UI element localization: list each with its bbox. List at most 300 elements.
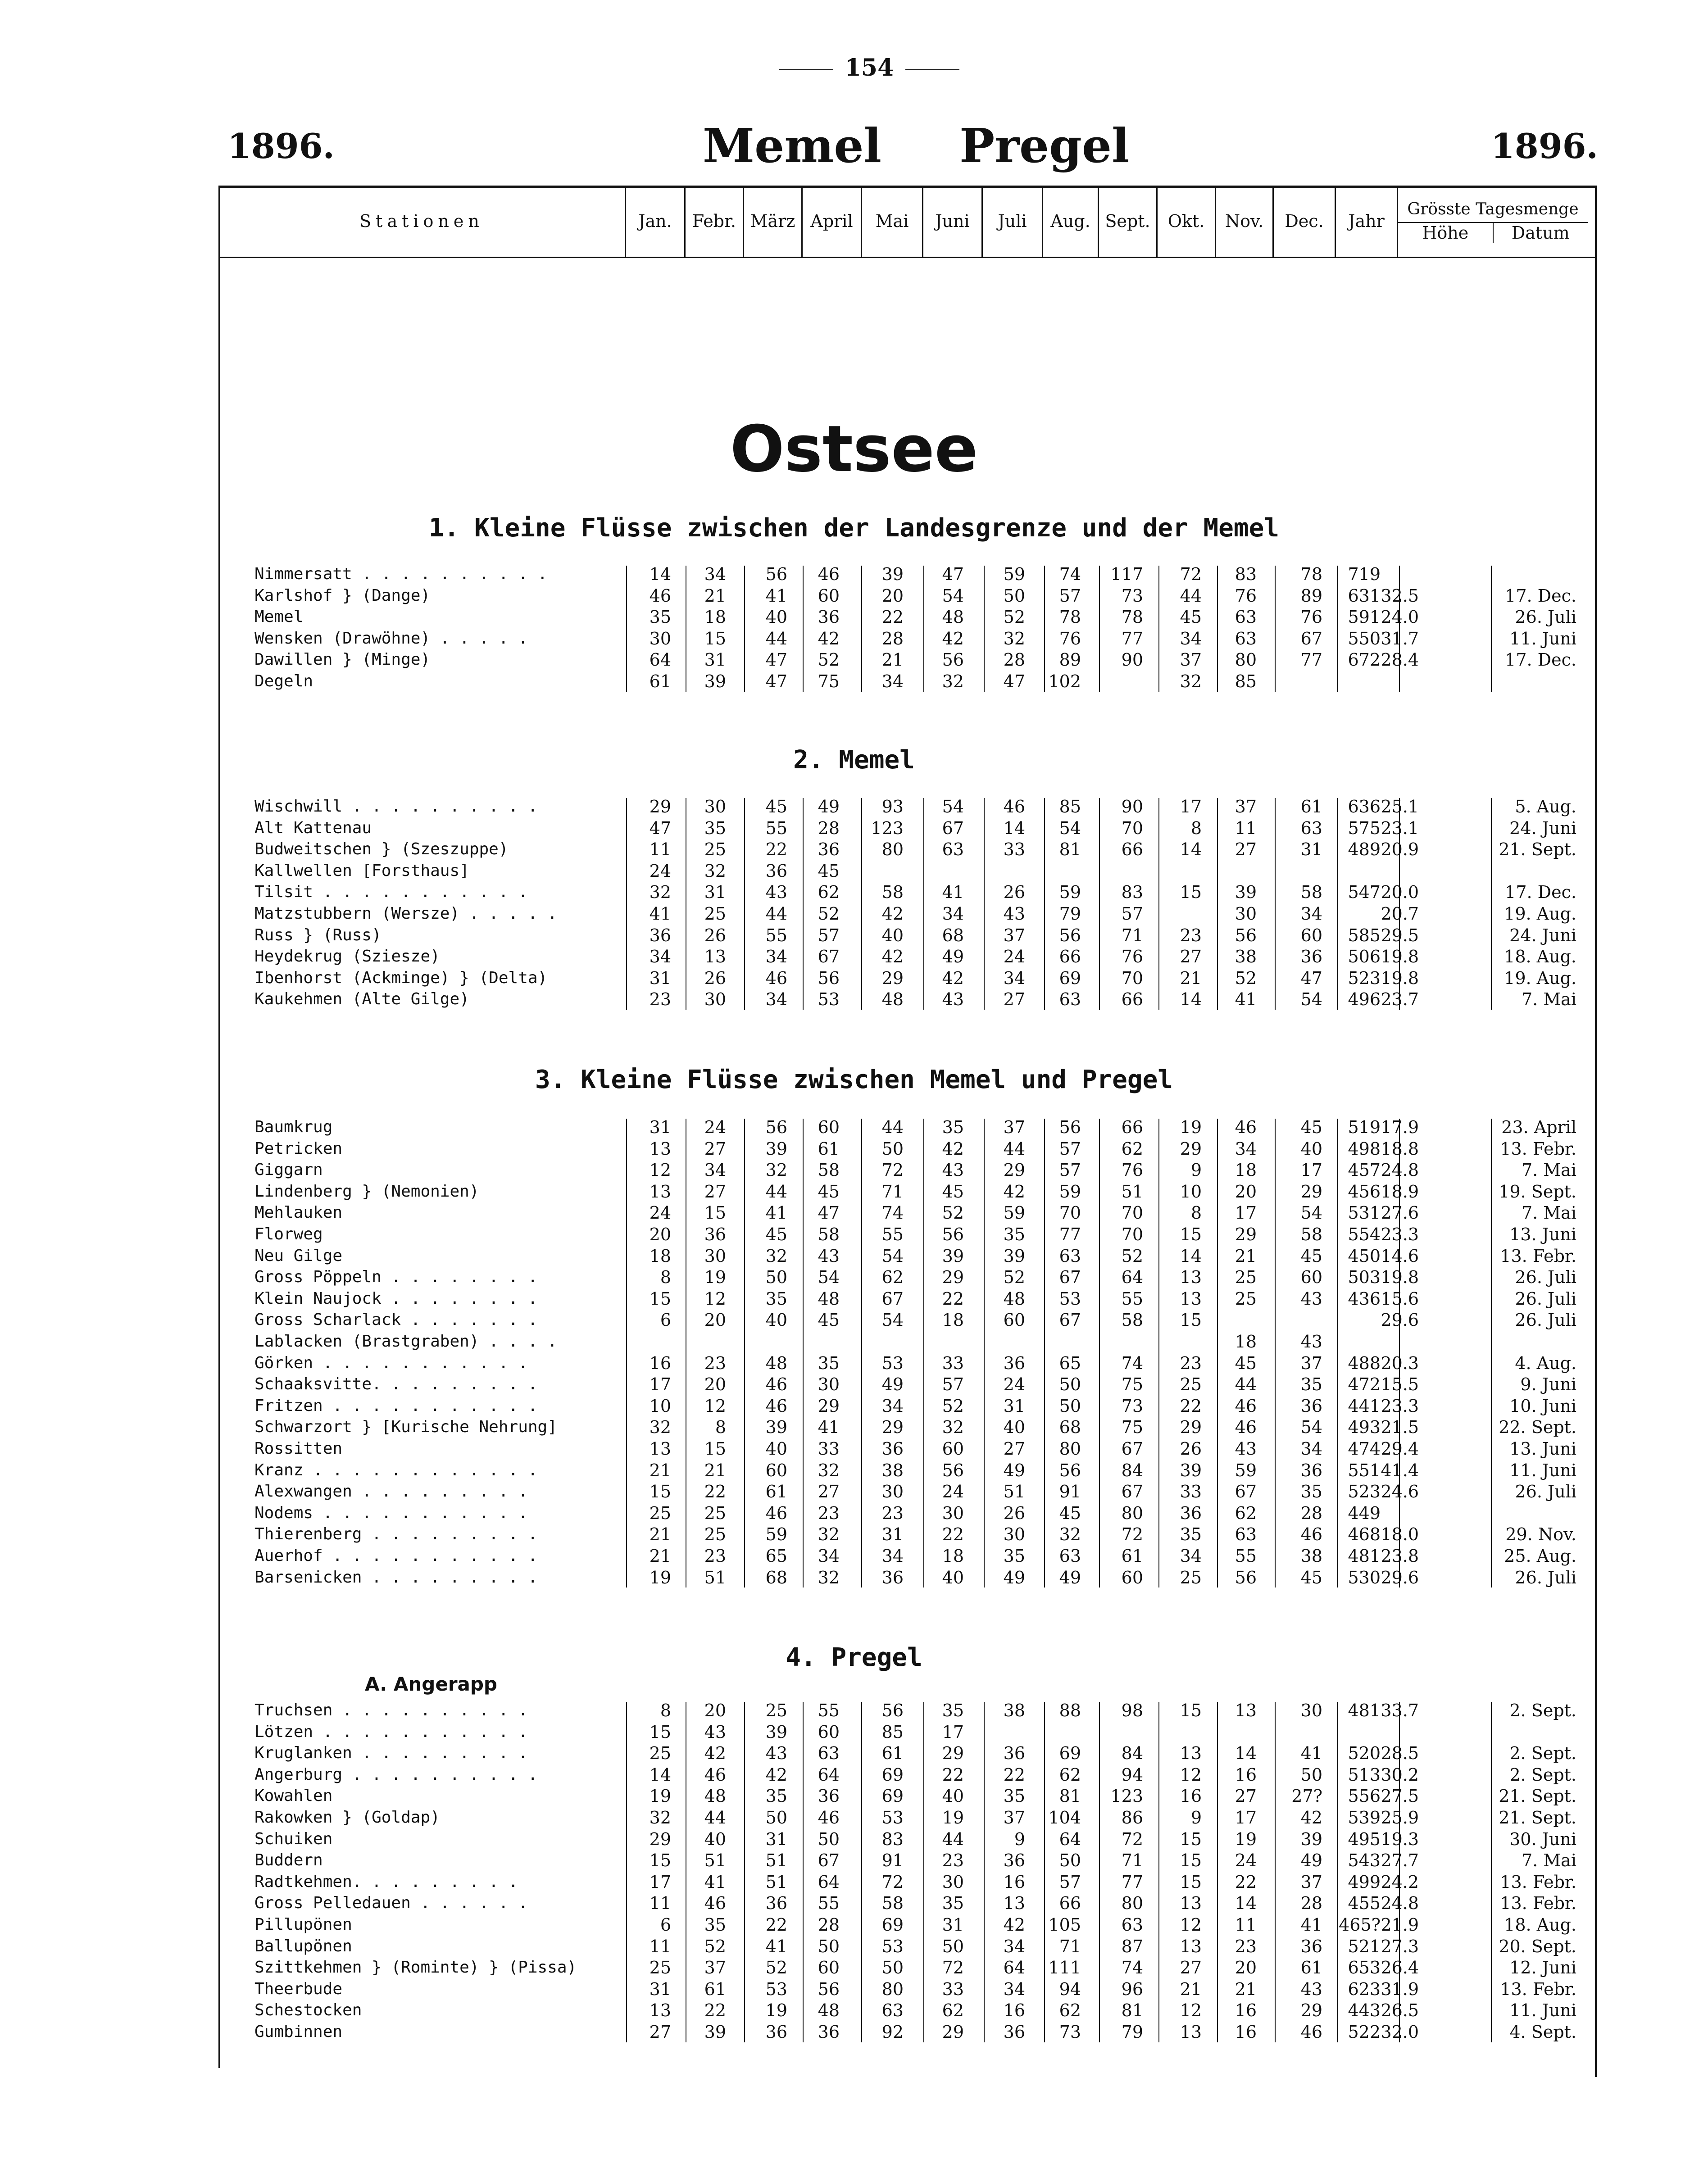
station-name: Baumkrug xyxy=(254,1118,333,1136)
year-total-cell: 636 xyxy=(1348,797,1381,816)
table-row xyxy=(0,649,1708,670)
year-total-cell: 672 xyxy=(1348,650,1381,670)
month-value-cell: 34 xyxy=(649,947,671,967)
month-value-cell: 57 xyxy=(818,925,840,945)
month-value-cell: 26 xyxy=(704,925,726,945)
month-value-cell: 29 xyxy=(881,1417,904,1438)
header-height: Höhe xyxy=(1398,223,1494,243)
month-value-cell: 67 xyxy=(881,1288,904,1309)
table-row xyxy=(0,1524,1708,1545)
month-value-cell: 56 xyxy=(1235,925,1257,945)
max-date-cell: 18. Aug. xyxy=(1504,947,1576,967)
month-value-cell: 91 xyxy=(881,1851,904,1871)
month-value-cell: 33 xyxy=(1180,1482,1202,1502)
month-value-cell: 30 xyxy=(818,1374,840,1395)
table-row xyxy=(0,796,1708,817)
month-value-cell: 31 xyxy=(649,1979,671,1999)
month-value-cell: 58 xyxy=(881,882,904,903)
month-value-cell: 66 xyxy=(1059,947,1081,967)
month-value-cell: 47 xyxy=(818,1203,840,1223)
month-value-cell: 43 xyxy=(704,1722,726,1742)
year-total-cell: 457 xyxy=(1348,1160,1381,1180)
month-value-cell: 29 xyxy=(942,1743,964,1764)
month-value-cell: 61 xyxy=(1121,1546,1143,1566)
month-value-cell: 79 xyxy=(1059,904,1081,924)
month-value-cell: 34 xyxy=(881,1546,904,1566)
month-value-cell: 20 xyxy=(704,1701,726,1720)
month-value-cell: 23 xyxy=(704,1546,726,1566)
month-value-cell: 56 xyxy=(765,564,787,584)
month-value-cell: 36 xyxy=(1003,1353,1025,1373)
month-value-cell: 36 xyxy=(704,1225,726,1244)
table-row xyxy=(0,1374,1708,1395)
month-value-cell: 22 xyxy=(704,2000,726,2021)
max-date-cell: 13. Febr. xyxy=(1500,1246,1576,1266)
month-value-cell: 64 xyxy=(1121,1267,1143,1288)
month-value-cell: 11 xyxy=(649,1893,671,1914)
month-value-cell: 60 xyxy=(942,1439,964,1459)
month-value-cell: 38 xyxy=(881,1460,904,1480)
table-row xyxy=(0,968,1708,989)
month-value-cell: 26 xyxy=(1180,1439,1202,1459)
month-value-cell: 15 xyxy=(1180,1310,1202,1330)
year-total-cell: 522 xyxy=(1348,2022,1381,2042)
month-value-cell: 61 xyxy=(765,1482,787,1502)
month-value-cell: 65 xyxy=(765,1546,787,1566)
station-name: Neu Gilge xyxy=(254,1246,343,1265)
month-value-cell: 27 xyxy=(818,1482,840,1502)
month-value-cell: 17 xyxy=(942,1722,964,1742)
month-value-cell: 22 xyxy=(765,1915,787,1935)
month-value-cell: 80 xyxy=(1059,1439,1081,1459)
month-value-cell: 57 xyxy=(1059,1138,1081,1159)
station-name: Theerbude xyxy=(254,1979,343,1998)
station-name: Schwarzort } [Kurische Nehrung] xyxy=(254,1418,557,1437)
month-value-cell: 44 xyxy=(765,628,787,649)
header-aug: Aug. xyxy=(1043,186,1099,257)
month-value-cell: 34 xyxy=(881,671,904,691)
month-value-cell: 19 xyxy=(1180,1117,1202,1137)
month-value-cell: 94 xyxy=(1059,1979,1081,1999)
max-height-cell: 19.8 xyxy=(1381,947,1419,967)
month-value-cell: 20 xyxy=(881,585,904,606)
month-value-cell: 30 xyxy=(1235,904,1257,924)
month-value-cell: 46 xyxy=(1003,797,1025,816)
month-value-cell: 53 xyxy=(881,1936,904,1956)
header-jun: Juni xyxy=(923,186,983,257)
month-value-cell: 56 xyxy=(1059,1117,1081,1137)
max-date-cell: 4. Sept. xyxy=(1509,2022,1576,2042)
month-value-cell: 81 xyxy=(1059,1786,1081,1806)
month-value-cell: 60 xyxy=(818,1722,840,1742)
month-value-cell: 89 xyxy=(1300,585,1322,606)
month-value-cell: 16 xyxy=(1235,2000,1257,2021)
month-value-cell: 15 xyxy=(704,1439,726,1459)
month-value-cell: 53 xyxy=(881,1808,904,1828)
month-value-cell: 72 xyxy=(1121,1524,1143,1545)
month-value-cell: 51 xyxy=(704,1851,726,1871)
max-height-cell: 41.4 xyxy=(1381,1460,1419,1480)
month-value-cell: 34 xyxy=(1300,1439,1322,1459)
table-row xyxy=(0,1872,1708,1892)
month-value-cell: 61 xyxy=(881,1743,904,1764)
month-value-cell: 75 xyxy=(1121,1417,1143,1438)
month-value-cell: 39 xyxy=(704,2022,726,2042)
year-total-cell: 498 xyxy=(1348,1138,1381,1159)
max-date-cell: 21. Sept. xyxy=(1499,839,1576,860)
max-height-cell: 29.5 xyxy=(1381,925,1419,945)
month-value-cell: 38 xyxy=(1300,1546,1322,1566)
max-date-cell: 11. Juni xyxy=(1509,628,1576,649)
station-name: Truchsen . . . . . . . . . . xyxy=(254,1701,528,1719)
month-value-cell: 52 xyxy=(765,1958,787,1978)
month-value-cell: 15 xyxy=(704,1203,726,1223)
month-value-cell: 62 xyxy=(1121,1138,1143,1159)
month-value-cell: 42 xyxy=(942,628,964,649)
month-value-cell: 39 xyxy=(765,1722,787,1742)
year-total-cell: 554 xyxy=(1348,1225,1381,1244)
station-name: Mehlauken xyxy=(254,1203,343,1222)
month-value-cell: 41 xyxy=(649,904,671,924)
month-value-cell: 46 xyxy=(765,1396,787,1416)
month-value-cell: 30 xyxy=(704,797,726,816)
station-name: Radtkehmen. . . . . . . . . xyxy=(254,1872,518,1891)
station-name: Nimmersatt . . . . . . . . . . xyxy=(254,565,548,583)
max-height-cell: 21.5 xyxy=(1381,1417,1419,1438)
year-total-cell: 496 xyxy=(1348,989,1381,1010)
month-value-cell: 48 xyxy=(704,1786,726,1806)
month-value-cell: 31 xyxy=(1300,839,1322,860)
month-value-cell: 65 xyxy=(1059,1353,1081,1373)
year-total-cell: 499 xyxy=(1348,1872,1381,1892)
month-value-cell: 45 xyxy=(818,1181,840,1202)
month-value-cell: 52 xyxy=(942,1396,964,1416)
month-value-cell: 45 xyxy=(818,861,840,881)
month-value-cell: 58 xyxy=(881,1893,904,1914)
month-value-cell: 41 xyxy=(1300,1915,1322,1935)
month-value-cell: 15 xyxy=(649,1482,671,1502)
station-name: Gross Pelledauen . . . . . . xyxy=(254,1894,528,1913)
month-value-cell: 14 xyxy=(649,564,671,584)
month-value-cell: 10 xyxy=(649,1396,671,1416)
month-value-cell: 31 xyxy=(765,1829,787,1849)
month-value-cell: 16 xyxy=(1003,1872,1025,1892)
max-height-cell: 19.3 xyxy=(1381,1829,1419,1849)
month-value-cell: 24 xyxy=(704,1117,726,1137)
station-name: Ibenhorst (Ackminge) } (Delta) xyxy=(254,968,548,987)
month-value-cell: 51 xyxy=(765,1851,787,1871)
month-value-cell: 88 xyxy=(1059,1701,1081,1720)
max-date-cell: 13. Febr. xyxy=(1500,1893,1576,1914)
table-row xyxy=(0,1331,1708,1352)
month-value-cell: 27 xyxy=(1180,1958,1202,1978)
station-name: Kranz . . . . . . . . . . . . xyxy=(254,1460,538,1479)
station-name: Nodems . . . . . . . . . . . xyxy=(254,1503,528,1522)
month-value-cell: 35 xyxy=(1300,1374,1322,1395)
station-name: Barsenicken . . . . . . . . . xyxy=(254,1568,538,1587)
max-date-cell: 26. Juli xyxy=(1515,1482,1576,1502)
month-value-cell: 6 xyxy=(660,1915,671,1935)
month-value-cell: 32 xyxy=(649,1417,671,1438)
table-row xyxy=(0,585,1708,606)
month-value-cell: 12 xyxy=(704,1396,726,1416)
month-value-cell: 72 xyxy=(1121,1829,1143,1849)
month-value-cell: 77 xyxy=(1121,628,1143,649)
month-value-cell: 98 xyxy=(1121,1701,1143,1720)
month-value-cell: 54 xyxy=(818,1267,840,1288)
month-value-cell: 48 xyxy=(942,607,964,627)
station-name: Kruglanken . . . . . . . . . xyxy=(254,1744,528,1763)
month-value-cell: 63 xyxy=(1059,1246,1081,1266)
station-name: Giggarn xyxy=(254,1161,323,1179)
station-name: Wensken (Drawöhne) . . . . . xyxy=(254,629,528,648)
month-value-cell: 54 xyxy=(1300,989,1322,1010)
month-value-cell: 43 xyxy=(818,1246,840,1266)
month-value-cell: 36 xyxy=(765,2022,787,2042)
month-value-cell: 36 xyxy=(649,925,671,945)
month-value-cell: 43 xyxy=(765,1743,787,1764)
month-value-cell: 56 xyxy=(1059,925,1081,945)
month-value-cell: 32 xyxy=(818,1524,840,1545)
year-total-cell: 513 xyxy=(1348,1764,1381,1785)
month-value-cell: 45 xyxy=(1300,1567,1322,1587)
month-value-cell: 14 xyxy=(1003,818,1025,838)
month-value-cell: 36 xyxy=(1300,1460,1322,1480)
month-value-cell: 81 xyxy=(1059,839,1081,860)
month-value-cell: 39 xyxy=(1235,882,1257,903)
month-value-cell: 18 xyxy=(1235,1332,1257,1352)
month-value-cell: 34 xyxy=(1235,1138,1257,1159)
month-value-cell: 34 xyxy=(1300,904,1322,924)
year-total-cell: 519 xyxy=(1348,1117,1381,1137)
max-height-cell: 18.8 xyxy=(1381,1138,1419,1159)
month-value-cell: 49 xyxy=(1003,1567,1025,1587)
month-value-cell: 53 xyxy=(881,1353,904,1373)
month-value-cell: 13 xyxy=(1180,1288,1202,1309)
month-value-cell: 46 xyxy=(1300,1524,1322,1545)
month-value-cell: 42 xyxy=(1003,1181,1025,1202)
month-value-cell: 49 xyxy=(942,947,964,967)
year-total-cell: 585 xyxy=(1348,925,1381,945)
station-name: Görken . . . . . . . . . . . xyxy=(254,1353,528,1372)
month-value-cell: 36 xyxy=(881,1567,904,1587)
month-value-cell: 12 xyxy=(1180,1915,1202,1935)
month-value-cell: 56 xyxy=(1059,1460,1081,1480)
month-value-cell: 41 xyxy=(942,882,964,903)
section-title: 2. Memel xyxy=(793,745,915,775)
month-value-cell: 61 xyxy=(818,1138,840,1159)
max-date-cell: 17. Dec. xyxy=(1505,585,1576,606)
month-value-cell: 27 xyxy=(1180,947,1202,967)
month-value-cell: 57 xyxy=(1059,1160,1081,1180)
month-value-cell: 74 xyxy=(1059,564,1081,584)
year-total-cell: 449 xyxy=(1348,1503,1381,1523)
month-value-cell: 57 xyxy=(1059,585,1081,606)
month-value-cell: 45 xyxy=(765,797,787,816)
table-row xyxy=(0,1267,1708,1288)
month-value-cell: 43 xyxy=(1300,1332,1322,1352)
station-name: Degeln xyxy=(254,672,313,690)
month-value-cell: 15 xyxy=(1180,1851,1202,1871)
month-value-cell: 17 xyxy=(1235,1203,1257,1223)
month-value-cell: 30 xyxy=(704,1246,726,1266)
month-value-cell: 18 xyxy=(1235,1160,1257,1180)
station-name: Gross Scharlack . . . . . . . xyxy=(254,1311,538,1329)
month-value-cell: 66 xyxy=(1059,1893,1081,1914)
month-value-cell: 37 xyxy=(1300,1872,1322,1892)
month-value-cell: 54 xyxy=(1300,1417,1322,1438)
month-value-cell: 13 xyxy=(1180,2022,1202,2042)
month-value-cell: 59 xyxy=(1003,564,1025,584)
month-value-cell: 31 xyxy=(649,1117,671,1137)
month-value-cell: 13 xyxy=(649,1181,671,1202)
header-date: Datum xyxy=(1511,222,1570,243)
month-value-cell: 46 xyxy=(1235,1117,1257,1137)
month-value-cell: 35 xyxy=(765,1786,787,1806)
month-value-cell: 46 xyxy=(765,1503,787,1523)
month-value-cell: 28 xyxy=(1003,650,1025,670)
month-value-cell: 77 xyxy=(1059,1225,1081,1244)
month-value-cell: 53 xyxy=(765,1979,787,1999)
month-value-cell: 23 xyxy=(1180,1353,1202,1373)
month-value-cell: 19 xyxy=(649,1786,671,1806)
station-name: Tilsit . . . . . . . . . . . xyxy=(254,883,528,902)
month-value-cell: 32 xyxy=(649,1808,671,1828)
month-value-cell: 60 xyxy=(1300,925,1322,945)
month-value-cell: 57 xyxy=(942,1374,964,1395)
month-value-cell: 41 xyxy=(765,1203,787,1223)
month-value-cell: 23 xyxy=(649,989,671,1010)
month-value-cell: 29 xyxy=(942,2022,964,2042)
month-value-cell: 50 xyxy=(1059,1396,1081,1416)
month-value-cell: 13 xyxy=(649,1439,671,1459)
month-value-cell: 72 xyxy=(1180,564,1202,584)
max-date-cell: 18. Aug. xyxy=(1504,1915,1576,1935)
month-value-cell: 83 xyxy=(881,1829,904,1849)
month-value-cell: 35 xyxy=(704,1915,726,1935)
max-height-cell: 20.3 xyxy=(1381,1353,1419,1373)
month-value-cell: 104 xyxy=(1048,1808,1081,1828)
max-date-cell: 7. Mai xyxy=(1521,1160,1576,1180)
month-value-cell: 50 xyxy=(818,1829,840,1849)
month-value-cell: 8 xyxy=(1190,818,1202,838)
month-value-cell: 27 xyxy=(1003,989,1025,1010)
max-height-cell: 23.3 xyxy=(1381,1225,1419,1244)
month-value-cell: 39 xyxy=(765,1417,787,1438)
month-value-cell: 42 xyxy=(942,968,964,988)
month-value-cell: 84 xyxy=(1121,1743,1143,1764)
year-total-cell: 456 xyxy=(1348,1181,1381,1202)
table-row xyxy=(0,1722,1708,1742)
month-value-cell: 23 xyxy=(818,1503,840,1523)
month-value-cell: 8 xyxy=(715,1417,726,1438)
max-height-cell: 27.7 xyxy=(1381,1851,1419,1871)
month-value-cell: 8 xyxy=(660,1267,671,1288)
max-height-cell: 14.6 xyxy=(1381,1246,1419,1266)
month-value-cell: 21 xyxy=(881,650,904,670)
month-value-cell: 47 xyxy=(942,564,964,584)
month-value-cell: 45 xyxy=(1300,1117,1322,1137)
month-value-cell: 123 xyxy=(871,818,904,838)
month-value-cell: 33 xyxy=(942,1979,964,1999)
month-value-cell: 14 xyxy=(649,1764,671,1785)
month-value-cell: 63 xyxy=(1300,818,1322,838)
month-value-cell: 35 xyxy=(1003,1546,1025,1566)
month-value-cell: 63 xyxy=(1235,607,1257,627)
month-value-cell: 67 xyxy=(1235,1482,1257,1502)
year-total-cell: 468 xyxy=(1348,1524,1381,1545)
month-value-cell: 27 xyxy=(704,1138,726,1159)
month-value-cell: 59 xyxy=(1003,1203,1025,1223)
month-value-cell: 32 xyxy=(818,1567,840,1587)
month-value-cell: 17 xyxy=(649,1374,671,1395)
month-value-cell: 47 xyxy=(765,650,787,670)
month-value-cell: 64 xyxy=(1003,1958,1025,1978)
year-total-cell: 465? xyxy=(1339,1915,1381,1935)
month-value-cell: 13 xyxy=(1180,1743,1202,1764)
month-value-cell: 26 xyxy=(1003,882,1025,903)
month-value-cell: 22 xyxy=(942,1288,964,1309)
month-value-cell: 20 xyxy=(1235,1958,1257,1978)
month-value-cell: 44 xyxy=(765,1181,787,1202)
year-total-cell: 543 xyxy=(1348,1851,1381,1871)
table-row xyxy=(0,1460,1708,1481)
month-value-cell: 21 xyxy=(649,1460,671,1480)
max-date-cell: 17. Dec. xyxy=(1505,650,1576,670)
month-value-cell: 27 xyxy=(1003,1439,1025,1459)
month-value-cell: 15 xyxy=(1180,1872,1202,1892)
month-value-cell: 59 xyxy=(765,1524,787,1545)
month-value-cell: 32 xyxy=(1180,671,1202,691)
month-value-cell: 49 xyxy=(1059,1567,1081,1587)
header-oct: Okt. xyxy=(1158,186,1216,257)
station-name: Heydekrug (Sziesze) xyxy=(254,947,440,966)
max-height-cell: 20.7 xyxy=(1381,904,1419,924)
month-value-cell: 62 xyxy=(1235,1503,1257,1523)
month-value-cell: 39 xyxy=(704,671,726,691)
max-date-cell: 11. Juni xyxy=(1509,2000,1576,2021)
month-value-cell: 87 xyxy=(1121,1936,1143,1956)
month-value-cell: 85 xyxy=(881,1722,904,1742)
month-value-cell: 66 xyxy=(1121,989,1143,1010)
month-value-cell: 81 xyxy=(1121,2000,1143,2021)
month-value-cell: 34 xyxy=(704,564,726,584)
month-value-cell: 42 xyxy=(942,1138,964,1159)
month-value-cell: 48 xyxy=(818,2000,840,2021)
month-value-cell: 20 xyxy=(1235,1181,1257,1202)
max-date-cell: 19. Aug. xyxy=(1504,904,1576,924)
month-value-cell: 66 xyxy=(1121,1117,1143,1137)
month-value-cell: 45 xyxy=(765,1225,787,1244)
month-value-cell: 36 xyxy=(1300,1396,1322,1416)
table-row xyxy=(0,1936,1708,1957)
header-max-daily xyxy=(1398,186,1588,257)
month-value-cell: 71 xyxy=(1121,925,1143,945)
month-value-cell: 31 xyxy=(649,968,671,988)
month-value-cell: 63 xyxy=(1235,1524,1257,1545)
station-name: Rossitten xyxy=(254,1439,343,1458)
month-value-cell: 49 xyxy=(881,1374,904,1395)
month-value-cell: 46 xyxy=(1235,1417,1257,1438)
month-value-cell: 44 xyxy=(1235,1374,1257,1395)
month-value-cell: 54 xyxy=(881,1310,904,1330)
month-value-cell: 105 xyxy=(1048,1915,1081,1935)
month-value-cell: 42 xyxy=(765,1764,787,1785)
month-value-cell: 9 xyxy=(1014,1829,1025,1849)
month-value-cell: 16 xyxy=(1235,1764,1257,1785)
month-value-cell: 15 xyxy=(649,1851,671,1871)
max-height-cell: 32.5 xyxy=(1381,585,1419,606)
